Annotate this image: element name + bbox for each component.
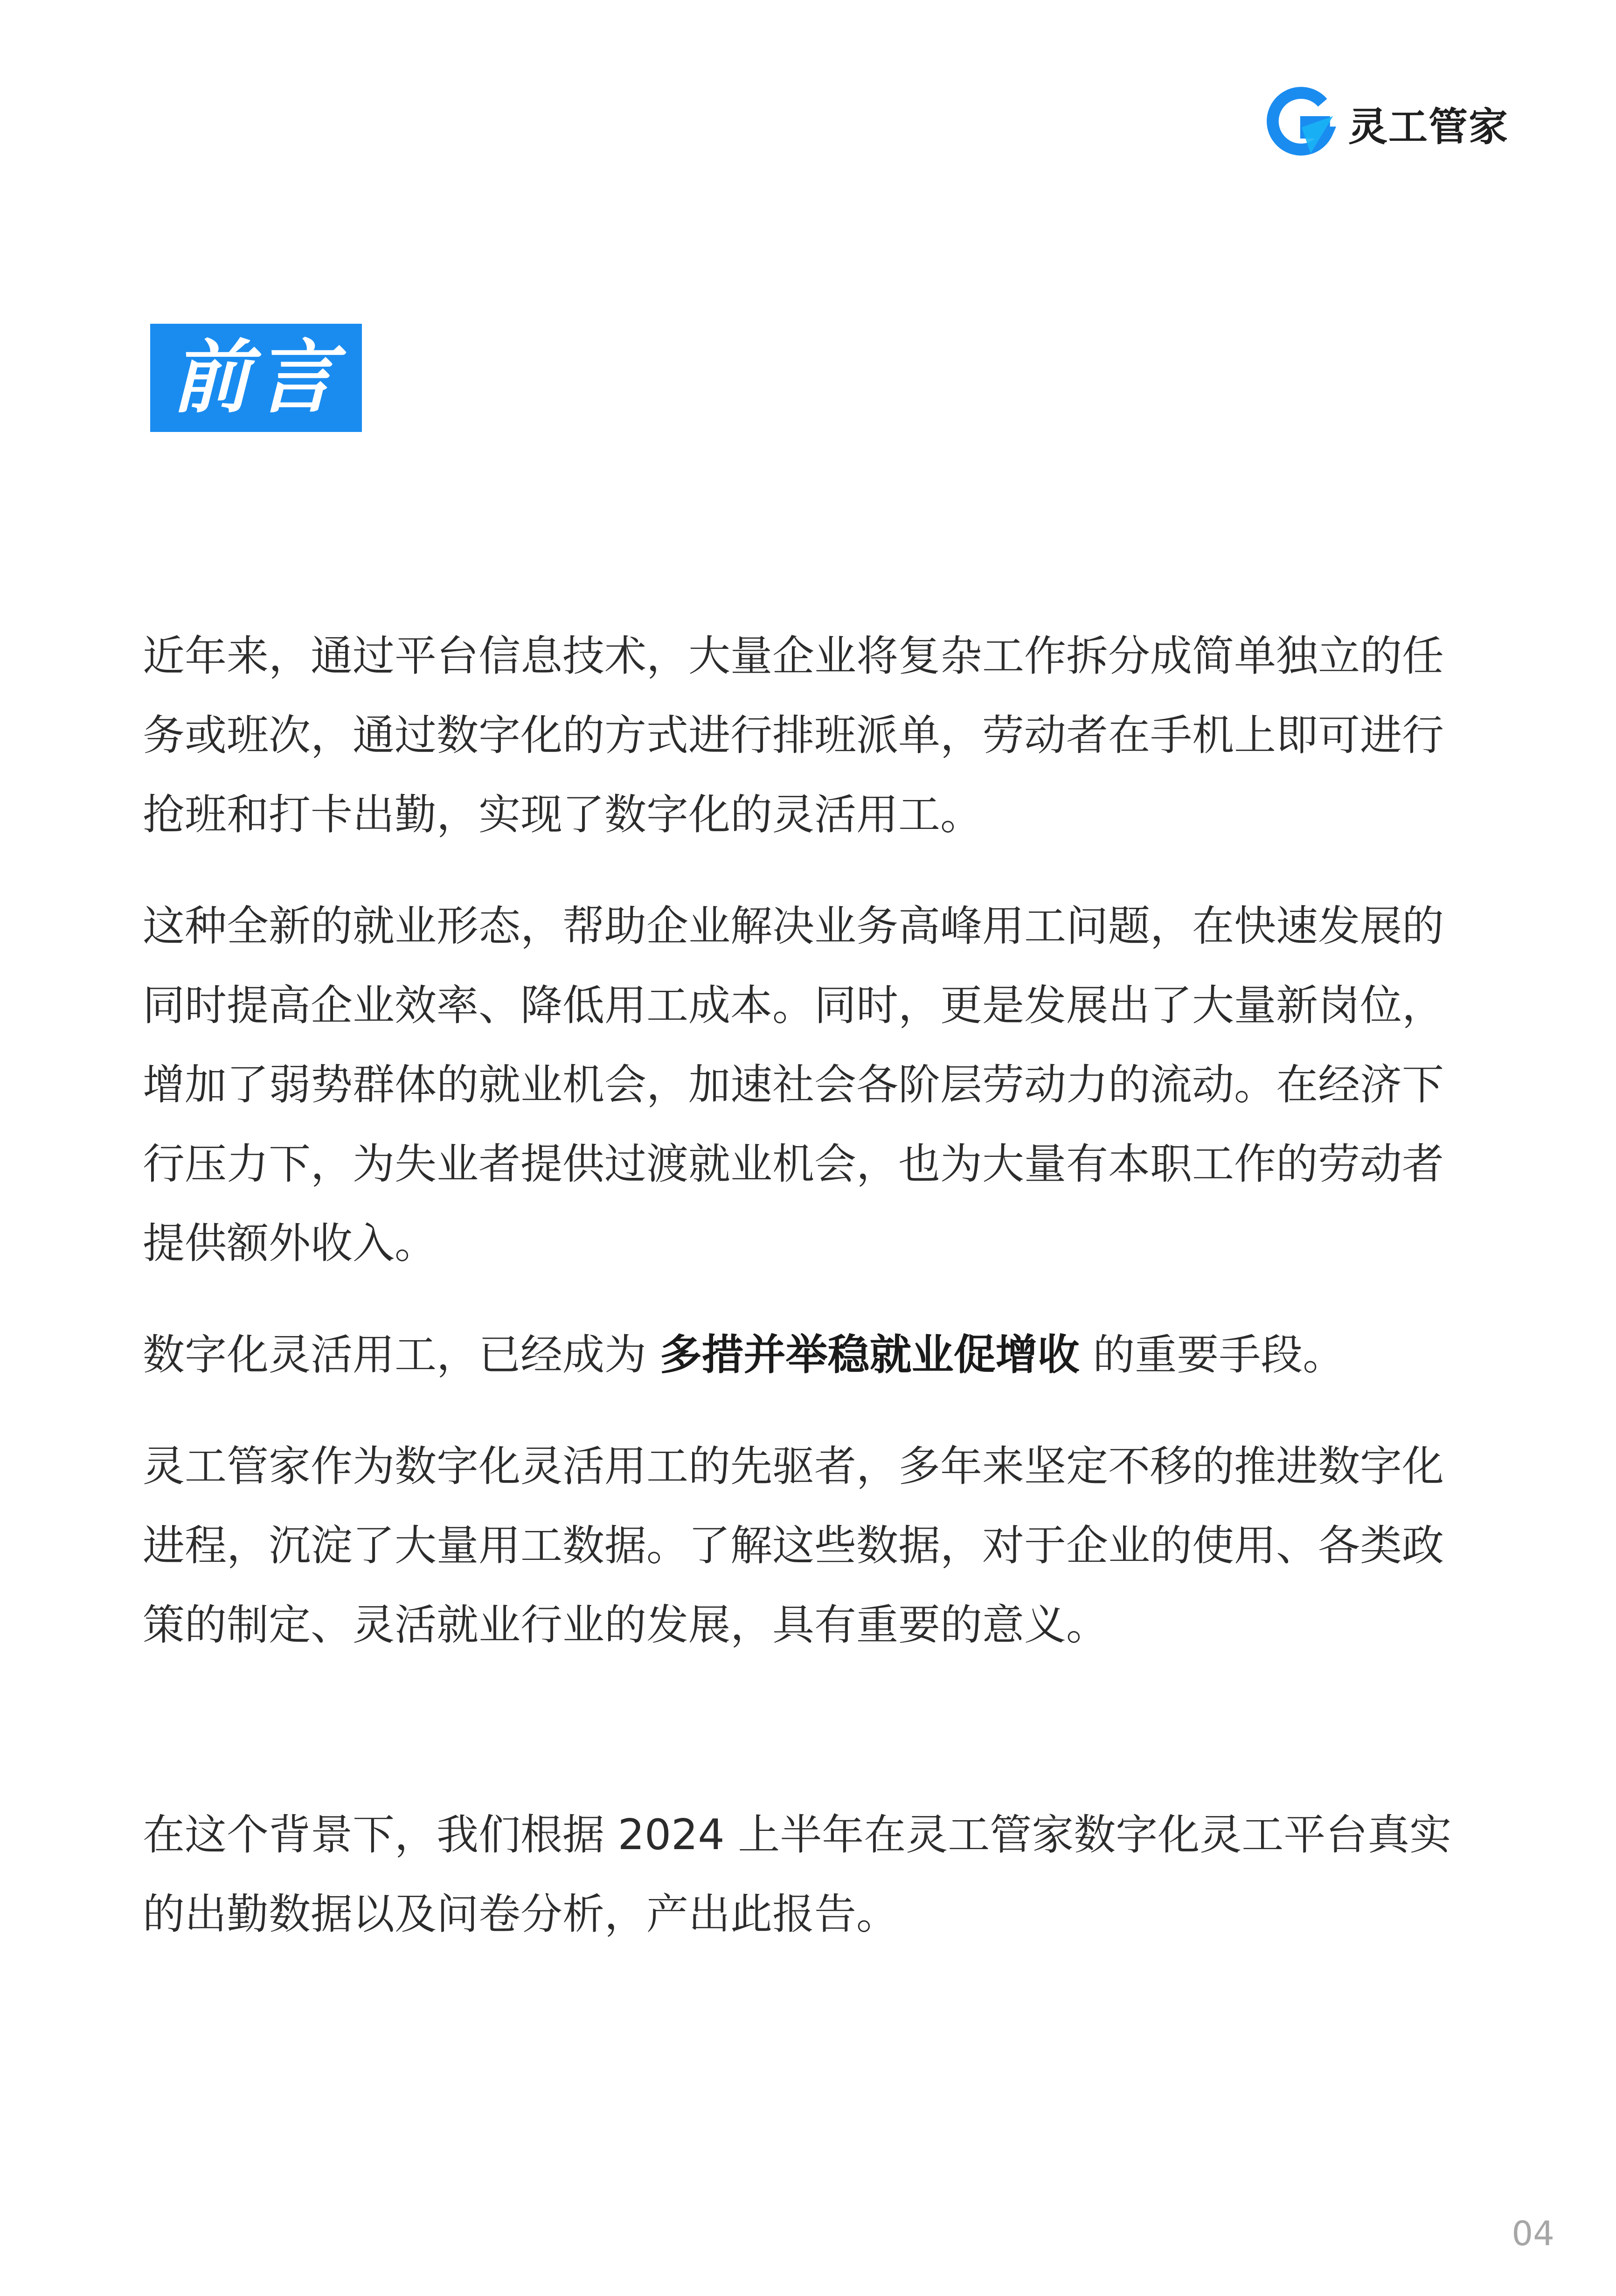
key-sentence-emphasis: 多措并举稳就业促增收 — [659, 1330, 1080, 1379]
closing-paragraph: 在这个背景下，我们根据 2024 上半年在灵工管家数字化灵工平台真实的出勤数据以及问卷分析，产出此报告。 — [143, 1810, 1452, 1939]
body-content — [143, 617, 1477, 1986]
paragraph: 这种全新的就业形态，帮助企业解决业务高峰用工问题，在快速发展的同时提高企业效率、降低用工成本。同时，更是发展出了大量新岗位，增加了弱势群体的就业机会，加速社会各阶层劳动力的流动。在经济下行压力下，为失业者提供过渡就业机会，也为大量有本职工作的劳动者提供额外收入。 — [143, 902, 1444, 1268]
key-sentence-tail: 的重要手段。 — [1079, 1330, 1345, 1379]
brand-name: 灵工管家 — [1348, 104, 1509, 150]
paragraph: 灵工管家作为数字化灵活用工的先驱者，多年来坚定不移的推进数字化进程，沉淀了大量用工数据。了解这些数据，对于企业的使用、各类政策的制定、灵活就业行业的发展，具有重要的意义。 — [143, 1442, 1444, 1649]
section-heading-box — [150, 324, 362, 432]
brand-logo-icon — [1264, 86, 1339, 161]
key-sentence-lead: 数字化灵活用工，已经成为 — [143, 1330, 660, 1379]
key-sentence — [143, 1315, 1477, 1395]
page-number: 04 — [1512, 2214, 1554, 2253]
section-title: 前言 — [171, 332, 341, 424]
brand-logo — [1264, 86, 1509, 161]
paragraph: 近年来，通过平台信息技术，大量企业将复杂工作拆分成简单独立的任务或班次，通过数字化的方式进行排班派单，劳动者在手机上即可进行抢班和打卡出勤，实现了数字化的灵活用工。 — [143, 632, 1444, 839]
